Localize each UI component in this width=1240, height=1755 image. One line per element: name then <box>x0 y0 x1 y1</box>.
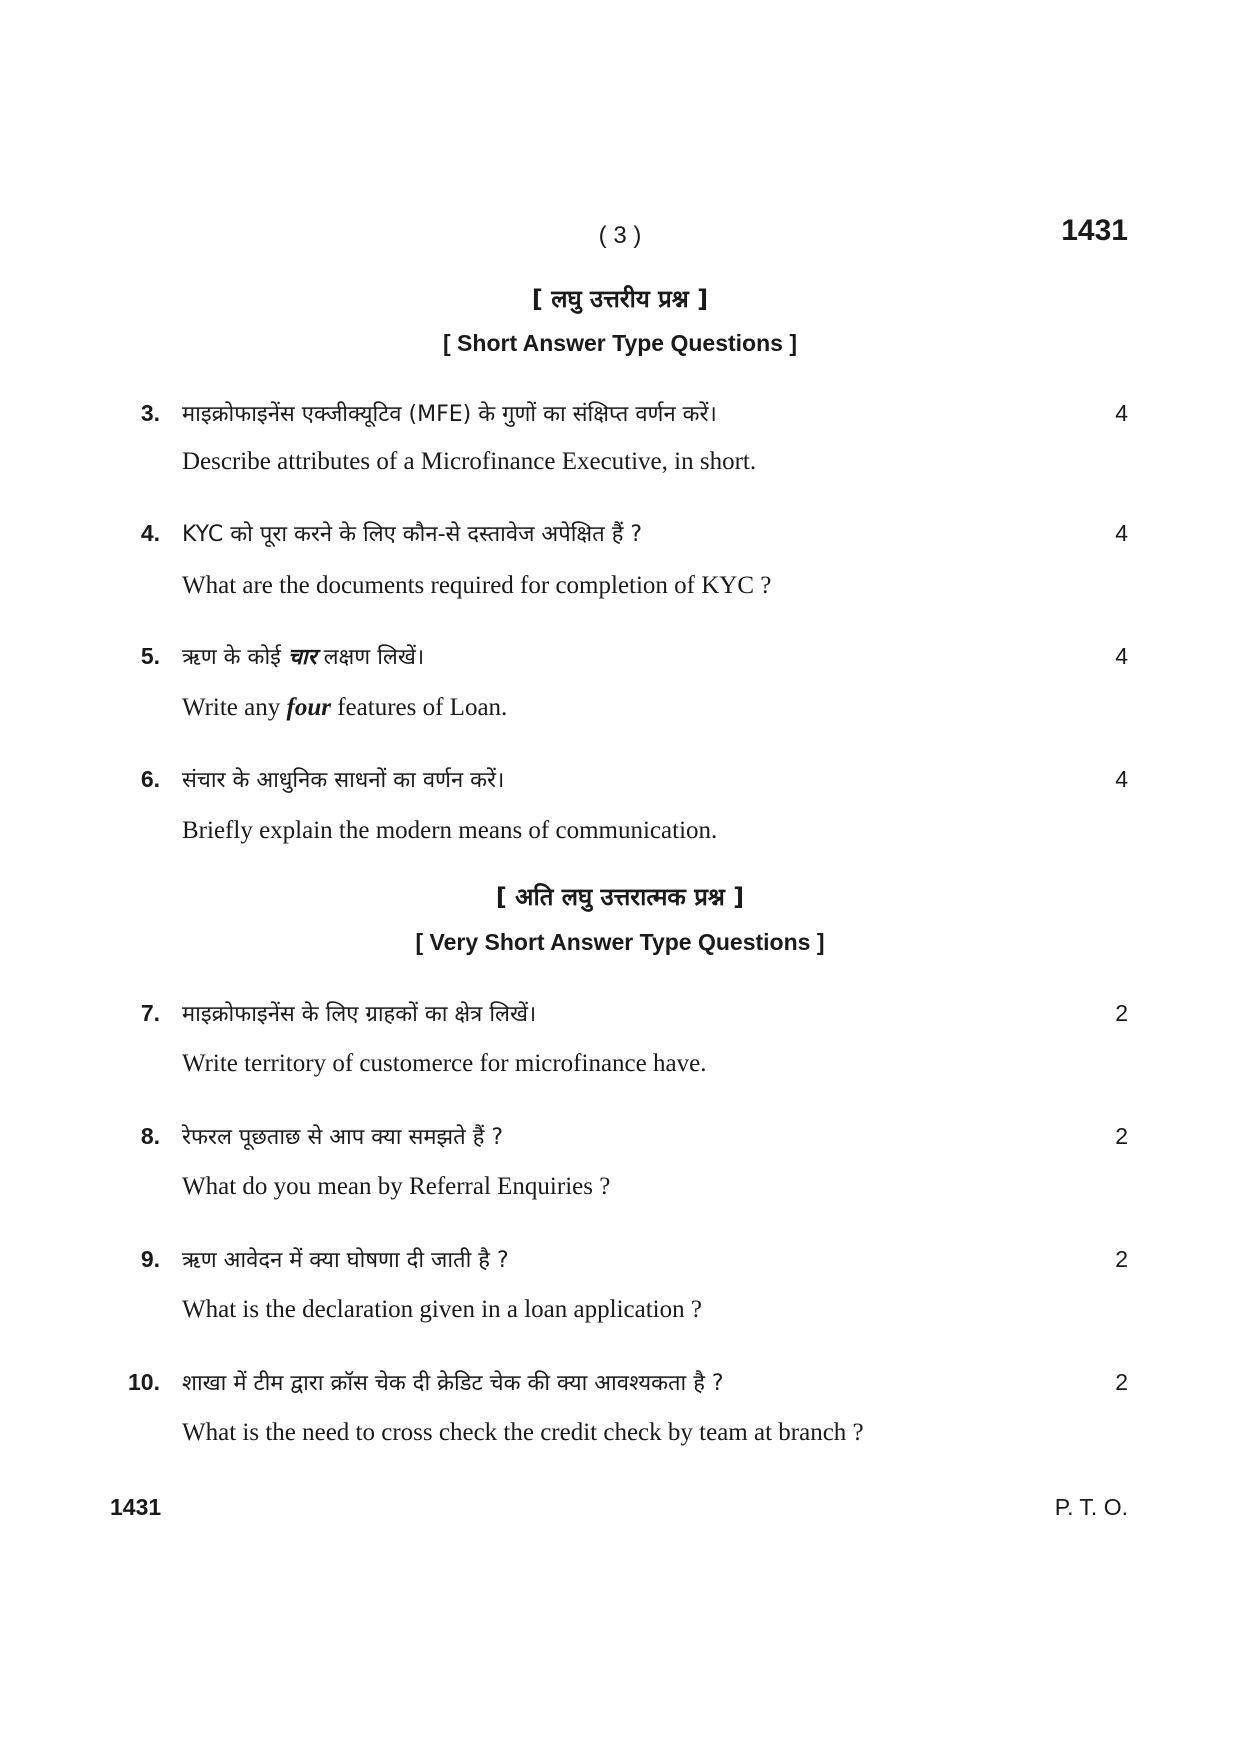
hindi-text-part: ऋण के कोई <box>182 645 288 670</box>
question-number: 8. <box>140 1123 160 1149</box>
question-number: 9. <box>140 1246 160 1272</box>
please-turn-over: P. T. O. <box>1054 1494 1128 1520</box>
question-text-hindi: संचार के आधुनिक साधनों का वर्णन करें। <box>182 768 505 793</box>
question-text-hindi: शाखा में टीम द्वारा क्रॉस चेक दी क्रेडिट चेक की क्या आवश्यकता है ? <box>182 1371 724 1396</box>
question-text-hindi: रेफरल पूछताछ से आप क्या समझते हैं ? <box>182 1125 504 1150</box>
question-marks: 2 <box>1115 1000 1128 1026</box>
question-text-english: What do you mean by Referral Enquiries ? <box>182 1173 611 1200</box>
question-number: 3. <box>140 400 160 426</box>
question-marks: 2 <box>1115 1123 1128 1149</box>
question-marks: 2 <box>1115 1246 1128 1272</box>
hindi-emphasis: चार <box>287 645 317 670</box>
section-short-title-hindi: [ लघु उत्तरीय प्रश्न ] <box>531 285 709 313</box>
section-very-short-title-hindi: [ अति लघु उत्तरात्मक प्रश्न ] <box>495 883 745 911</box>
question-text-english: Briefly explain the modern means of communication. <box>182 817 718 844</box>
page-number: ( 3 ) <box>598 222 642 249</box>
question-number: 7. <box>140 1000 160 1026</box>
question-text-english: What is the declaration given in a loan application ? <box>182 1296 702 1323</box>
question-text-english <box>182 694 507 722</box>
question-text-english: Write territory of customerce for microfinance have. <box>182 1050 707 1077</box>
question-text-hindi: माइक्रोफाइनेंस एक्जीक्यूटिव (MFE) के गुणों का संक्षिप्त वर्णन करें। <box>182 402 717 427</box>
english-text-part: features of Loan. <box>330 694 508 721</box>
question-marks: 4 <box>1115 643 1128 669</box>
question-number: 4. <box>140 520 160 546</box>
question-marks: 4 <box>1115 766 1128 792</box>
question-number: 6. <box>140 766 160 792</box>
question-text-hindi: माइक्रोफाइनेंस के लिए ग्राहकों का क्षेत्र लिखें। <box>182 1002 537 1027</box>
question-text-english: What is the need to cross check the credit check by team at branch ? <box>182 1419 864 1446</box>
question-text-english: Describe attributes of a Microfinance Executive, in short. <box>182 448 757 475</box>
english-text-part: Write any <box>182 694 287 721</box>
question-marks: 2 <box>1115 1369 1128 1395</box>
section-very-short-title-english: [ Very Short Answer Type Questions ] <box>415 929 825 955</box>
paper-code-footer: 1431 <box>110 1494 162 1520</box>
question-text-hindi <box>182 641 424 671</box>
question-text-hindi: ऋण आवेदन में क्या घोषणा दी जाती है ? <box>182 1248 509 1273</box>
question-text-hindi: KYC को पूरा करने के लिए कौन-से दस्तावेज अपेक्षित हैं ? <box>182 522 643 547</box>
section-short-title-english: [ Short Answer Type Questions ] <box>443 330 797 356</box>
english-emphasis: four <box>286 694 331 721</box>
question-marks: 4 <box>1115 520 1128 546</box>
hindi-text-part: लक्षण लिखें। <box>316 645 425 670</box>
question-number: 10. <box>128 1369 160 1395</box>
question-marks: 4 <box>1115 400 1128 426</box>
paper-code-header: 1431 <box>1061 214 1128 247</box>
question-number: 5. <box>140 643 160 669</box>
question-text-english: What are the documents required for completion of KYC ? <box>182 572 772 599</box>
